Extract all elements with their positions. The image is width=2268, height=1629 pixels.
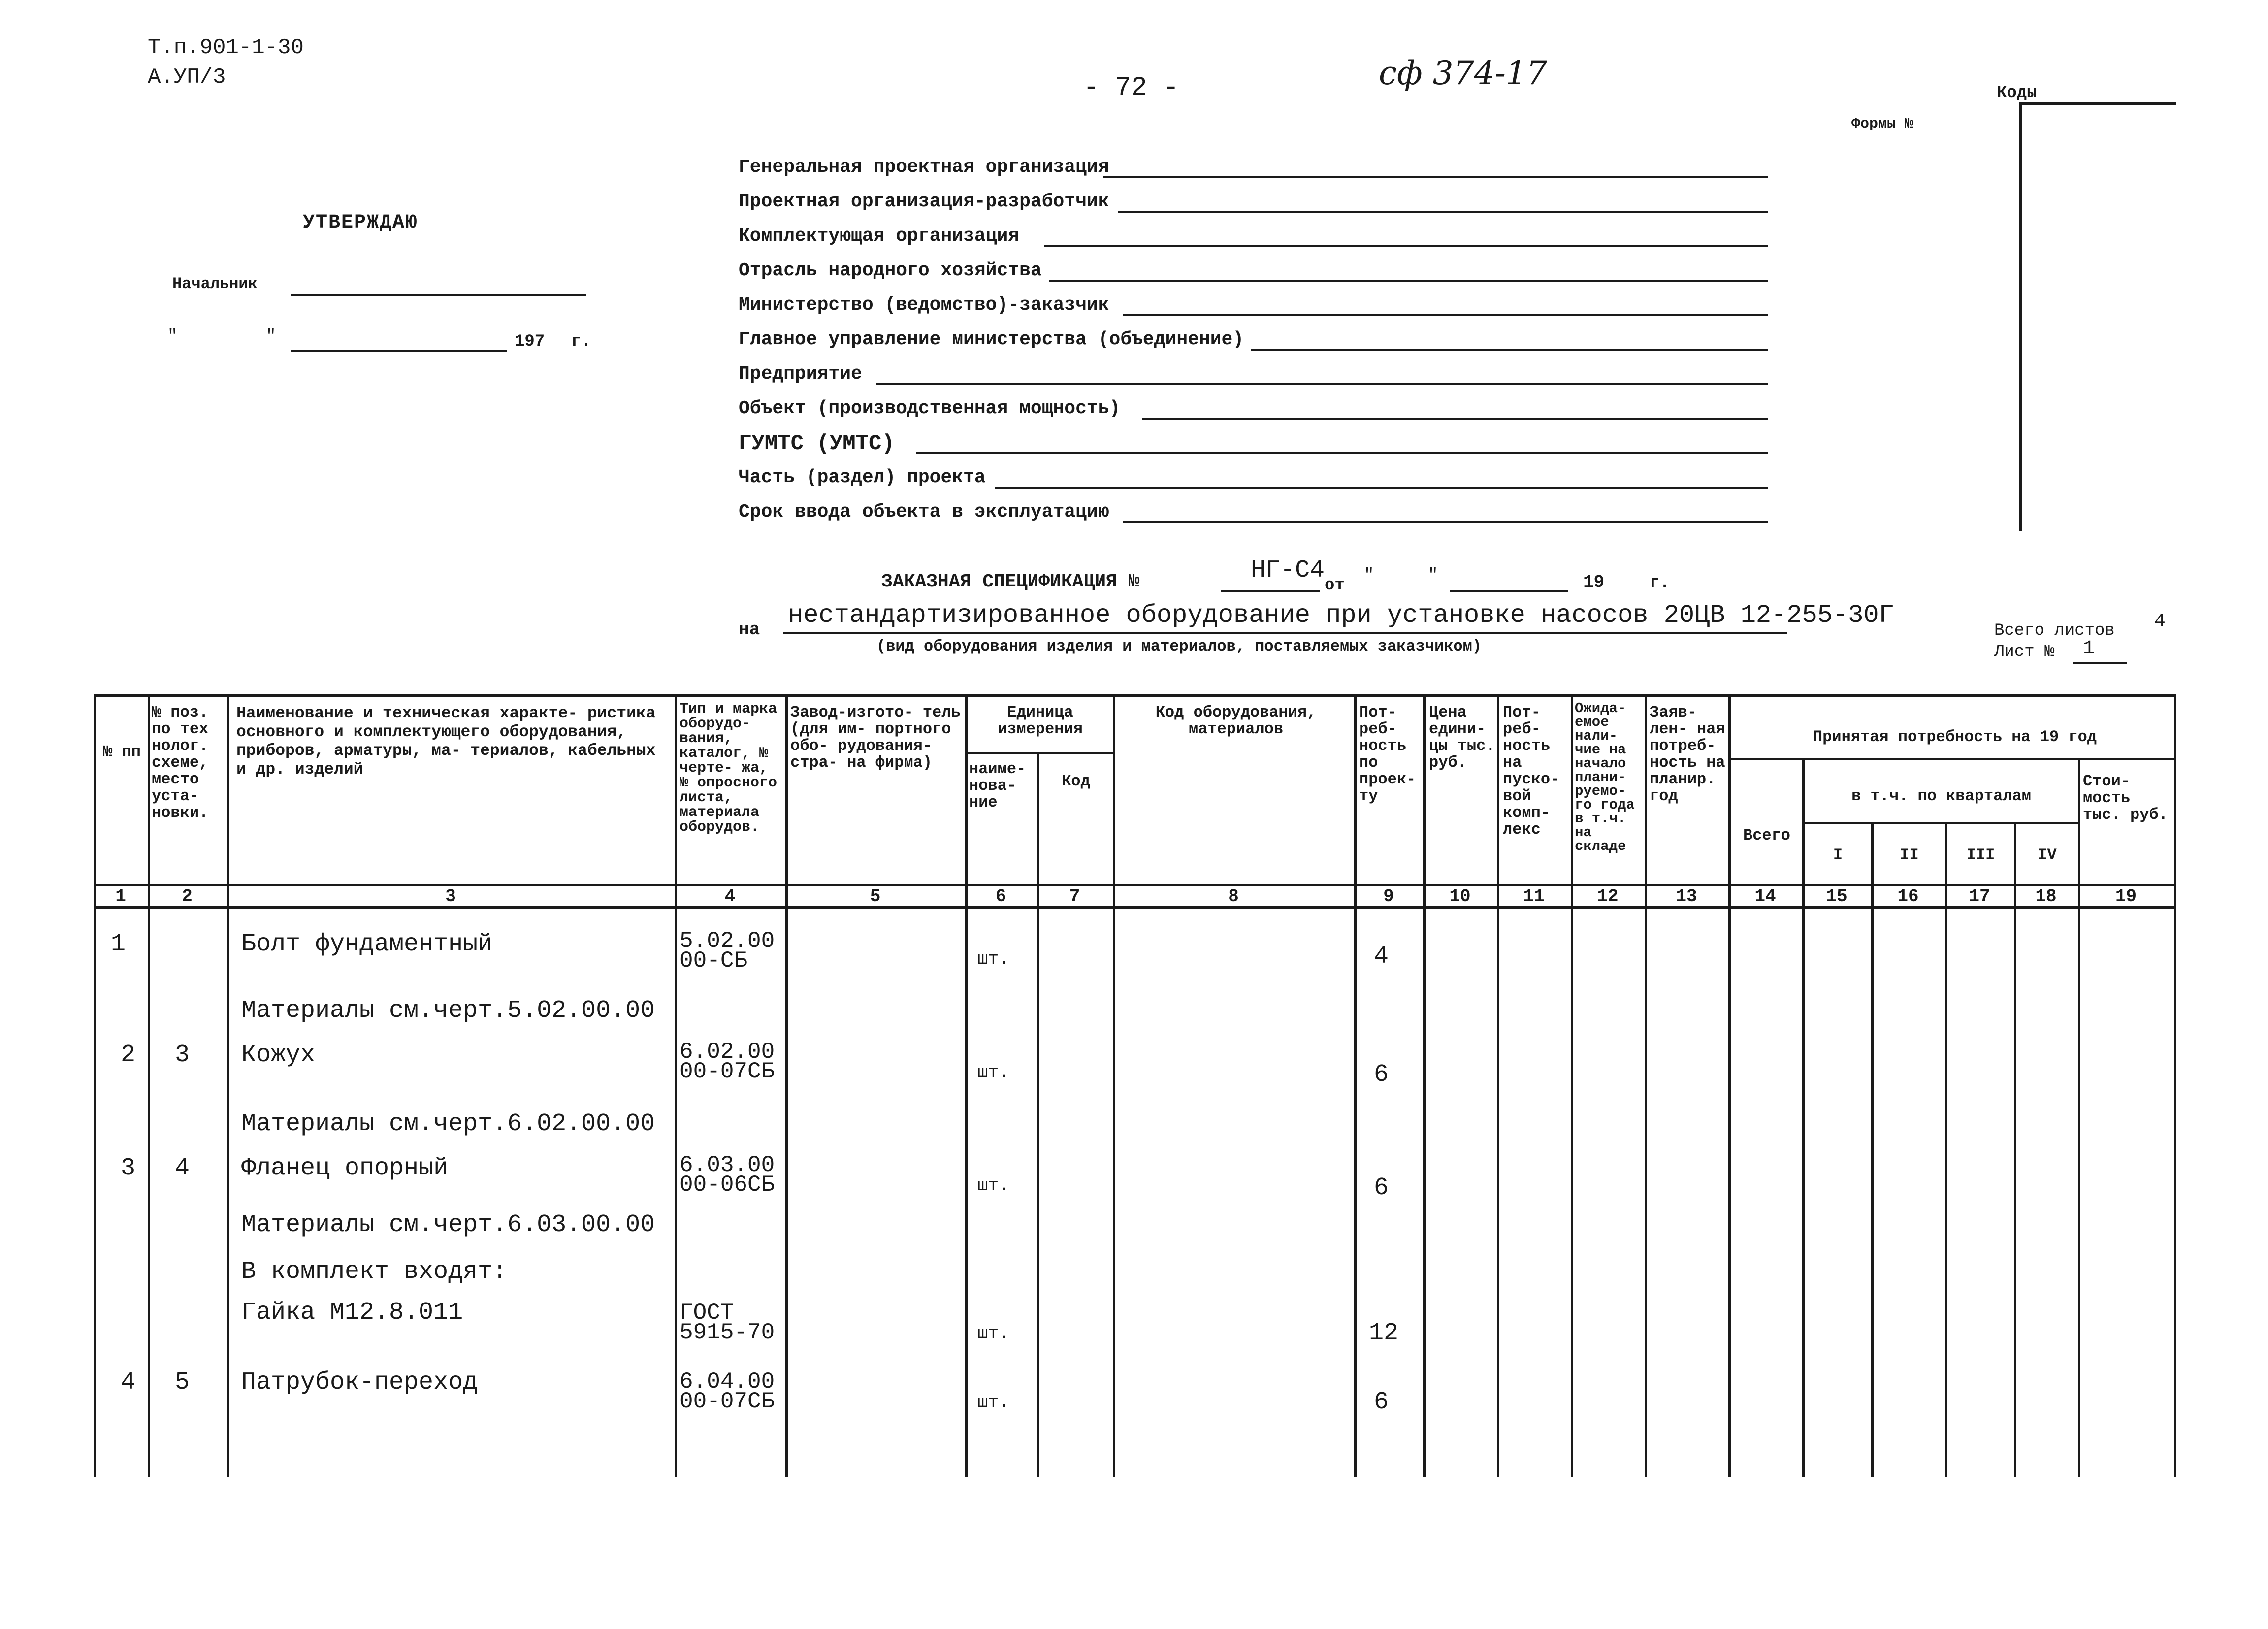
col-line [1645, 694, 1647, 1477]
row-unit: шт. [977, 949, 1009, 969]
row-type-line2: 00-07СБ [680, 1059, 775, 1084]
forms-label: Формы № [1851, 116, 1914, 132]
spec-date-field [1450, 590, 1568, 592]
doc-series: Т.п.901-1-30 [148, 35, 304, 60]
spec-subject-field [783, 632, 1787, 634]
row-name: Материалы см.черт.6.03.00.00 [241, 1211, 655, 1239]
row-qty: 6 [1374, 1174, 1389, 1202]
column-number: 4 [724, 886, 736, 907]
row-name: Материалы см.черт.6.02.00.00 [241, 1110, 655, 1138]
doc-album: А.УП/3 [148, 65, 226, 90]
sheets-total: 4 [2154, 611, 2166, 632]
quarters-subheader-rule [1802, 822, 2078, 824]
header-expected-stock: Ожида- емое нали- чие на начало плани- руемо- го года в т.ч. на складе [1575, 702, 1635, 853]
spec-year: 19 [1583, 572, 1605, 592]
row-type-line1: ГОСТ [680, 1300, 734, 1326]
col-line [1945, 822, 1947, 1477]
row-position: 3 [175, 1041, 190, 1069]
header-quarter-1: I [1833, 847, 1843, 864]
header-unit-code: Код [1062, 773, 1090, 790]
spec-subject-caption: (вид оборудования изделия и материалов, поставляемых заказчиком) [876, 637, 1482, 655]
codes-label: Коды [1997, 84, 2037, 102]
approval-date-field [291, 350, 507, 352]
row-type-line1: 6.04.00 [680, 1369, 775, 1395]
header-type: Тип и марка оборудо- вания, каталог, № черте- жа, № опросного листа, материала оборудов. [680, 702, 778, 835]
col-line [1423, 694, 1426, 1477]
org-field-label: Предприятие [739, 363, 862, 385]
header-unit: Единица измерения [998, 704, 1083, 738]
header-need-project: Пот- реб- ность по проек- ту [1359, 704, 1416, 805]
row-name: Гайка М12.8.011 [241, 1299, 463, 1327]
approval-date-quote-right: " [266, 327, 276, 346]
unit-subheader-rule [965, 752, 1113, 754]
row-type-line2: 00-07СБ [680, 1389, 775, 1414]
org-field-label: Отрасль народного хозяйства [739, 260, 1042, 281]
header-quarters: в т.ч. по кварталам [1851, 788, 2031, 805]
spec-quote-left: " [1364, 566, 1374, 585]
header-need-launch: Пот- реб- ность на пуско- вой комп- лекс [1503, 704, 1560, 838]
org-field-label: Часть (раздел) проекта [739, 467, 986, 488]
org-field-line [1123, 521, 1768, 523]
row-qty: 4 [1374, 943, 1389, 971]
col-line [2014, 822, 2016, 1477]
spec-from: от [1325, 576, 1345, 595]
row-number: 4 [121, 1368, 136, 1397]
col-line [227, 694, 229, 1477]
org-field-label: Министерство (ведомство)-заказчик [739, 294, 1109, 316]
row-unit: шт. [977, 1392, 1009, 1412]
spec-title: ЗАКАЗНАЯ СПЕЦИФИКАЦИЯ № [881, 571, 1140, 592]
header-declared-need: Заяв- лен- ная потреб- ность на планир. год [1650, 704, 1725, 805]
spec-number: НГ-С4 [1251, 556, 1325, 585]
row-type-line1: 6.03.00 [680, 1152, 775, 1178]
row-name: Патрубок-переход [241, 1368, 478, 1397]
column-number: 9 [1383, 886, 1394, 907]
row-name: Болт фундаментный [241, 930, 493, 958]
handwritten-code: сф 374-17 [1379, 54, 1547, 92]
org-field-line [1103, 176, 1768, 178]
sheet-number: 1 [2083, 638, 2095, 660]
approval-year-letter: г. [571, 332, 591, 351]
row-type-line2: 00-06СБ [680, 1172, 775, 1198]
row-number: 1 [111, 930, 126, 958]
org-field-line [1044, 245, 1768, 247]
approval-position-field [291, 294, 586, 296]
header-name: Наименование и техническая характе- ристика основного и комплектующего оборудования, приборов, арматуры, ма- териалов, кабельных и др. изделий [236, 704, 656, 779]
row-qty: 12 [1369, 1319, 1399, 1347]
row-unit: шт. [977, 1175, 1009, 1196]
col-line [1728, 694, 1731, 1477]
header-npp: № пп [103, 744, 141, 760]
column-number: 13 [1676, 886, 1697, 907]
column-number: 10 [1449, 886, 1471, 907]
row-type-line2: 5915-70 [680, 1320, 775, 1345]
row-position: 4 [175, 1154, 190, 1182]
header-price: Цена едини- цы тыс. руб. [1429, 704, 1495, 771]
row-unit: шт. [977, 1323, 1009, 1343]
org-field-label: Генеральная проектная организация [739, 157, 1109, 178]
spec-subject-prefix: на [739, 619, 760, 640]
org-field-line [1049, 280, 1768, 282]
header-quarter-4: IV [2038, 847, 2057, 864]
codes-box-top [2019, 102, 2176, 105]
col-line [1571, 694, 1573, 1477]
column-number: 11 [1523, 886, 1545, 907]
page-number: - 72 - [1083, 73, 1179, 103]
header-accepted-need: Принятая потребность на 19 год [1813, 729, 2097, 746]
org-field-line [995, 487, 1768, 489]
column-number: 19 [2115, 886, 2137, 907]
org-field-label: Проектная организация-разработчик [739, 191, 1109, 212]
col-line [1037, 752, 1039, 1477]
row-name: В комплект входят: [241, 1258, 508, 1286]
row-number: 3 [121, 1154, 136, 1182]
col-line [2174, 694, 2176, 1477]
header-position: № поз. по тех нолог. схеме, место уста- новки. [152, 704, 209, 821]
spec-number-field [1221, 590, 1320, 592]
col-line [1802, 758, 1805, 1477]
row-name: Материалы см.черт.5.02.00.00 [241, 997, 655, 1025]
spec-year-letter: г. [1650, 574, 1670, 592]
org-field-line [1142, 418, 1768, 420]
row-position: 5 [175, 1368, 190, 1397]
approval-date-quote-left: " [167, 327, 178, 346]
col-line [965, 694, 968, 1477]
approval-year: 197 [515, 332, 545, 351]
col-line [1497, 694, 1499, 1477]
row-qty: 6 [1374, 1388, 1389, 1416]
row-unit: шт. [977, 1062, 1009, 1082]
row-name: Фланец опорный [241, 1154, 449, 1182]
specification-table [94, 694, 2176, 1477]
column-number: 14 [1754, 886, 1776, 907]
column-number: 2 [182, 886, 193, 907]
header-unit-name: наиме- нова- ние [969, 761, 1026, 811]
column-number: 6 [995, 886, 1006, 907]
header-cost: Стои- мость тыс. руб. [2083, 773, 2168, 823]
org-field-label: Срок ввода объекта в эксплуатацию [739, 501, 1109, 522]
column-number: 18 [2035, 886, 2057, 907]
col-line [1354, 694, 1357, 1477]
approval-title: УТВЕРЖДАЮ [303, 212, 419, 234]
sheet-number-label: Лист № [1994, 643, 2055, 661]
sheet-number-field [2073, 662, 2127, 664]
org-field-line [1251, 349, 1768, 351]
org-field-label: Главное управление министерства (объединение) [739, 329, 1244, 350]
accepted-subheader-rule [1728, 758, 2176, 760]
col-line [94, 694, 96, 1477]
spec-subject: нестандартизированное оборудование при установке насосов 20ЦВ 12-255-30Г [788, 601, 1894, 630]
column-number: 8 [1228, 886, 1239, 907]
row-type-line1: 6.02.00 [680, 1039, 775, 1065]
org-field-label: Объект (производственная мощность) [739, 398, 1121, 419]
column-number: 5 [870, 886, 881, 907]
col-line [1871, 822, 1874, 1477]
org-field-line [916, 452, 1768, 454]
org-field-line [876, 383, 1768, 385]
row-qty: 6 [1374, 1061, 1389, 1089]
org-field-line [1123, 314, 1768, 316]
table-border-top [94, 694, 2176, 697]
row-name: Кожух [241, 1041, 316, 1069]
sheets-total-label: Всего листов [1994, 621, 2115, 640]
org-field-label: Комплектующая организация [739, 226, 1020, 247]
col-line [2078, 758, 2080, 1477]
header-material-code: Код оборудования, материалов [1155, 704, 1317, 738]
spec-quote-right: " [1428, 566, 1438, 585]
col-line [675, 694, 677, 1477]
header-total: Всего [1743, 827, 1790, 844]
col-line [148, 694, 150, 1477]
header-manufacturer: Завод-изгото- тель (для им- портного обо- рудования-стра- на фирма) [790, 704, 961, 771]
org-field-label: ГУМТС (УМТС) [739, 431, 895, 456]
col-line [1113, 694, 1115, 1477]
column-number: 1 [115, 886, 126, 907]
codes-box-left [2019, 102, 2022, 531]
row-number: 2 [121, 1041, 136, 1069]
approval-position-label: Начальник [172, 275, 258, 293]
header-quarter-3: III [1966, 847, 1995, 864]
row-type-line2: 00-СБ [680, 948, 748, 974]
column-number: 16 [1897, 886, 1919, 907]
header-quarter-2: II [1900, 847, 1919, 864]
row-type-line1: 5.02.00 [680, 928, 775, 954]
col-line [785, 694, 788, 1477]
column-number: 3 [445, 886, 456, 907]
column-number: 12 [1597, 886, 1619, 907]
column-number: 7 [1069, 886, 1080, 907]
column-number: 17 [1969, 886, 1990, 907]
column-number: 15 [1826, 886, 1847, 907]
org-field-line [1118, 211, 1768, 213]
